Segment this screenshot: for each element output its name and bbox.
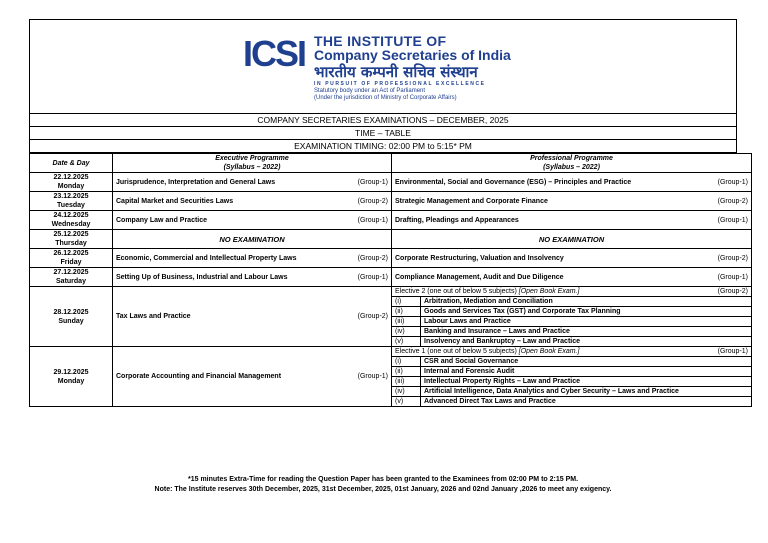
exam-timing: EXAMINATION TIMING: 02:00 PM to 5:15* PM [29,140,737,153]
exec-subject: (Group-2) Economic, Commercial and Intellectual Property Laws [113,249,392,268]
prof-subject: (Group-2) Strategic Management and Corporate Finance [392,192,752,211]
institute-name-block [314,34,511,102]
list-item: (iii) Labour Laws and Practice [392,317,751,327]
timetable-title: TIME – TABLE [29,127,737,140]
extra-time-note: *15 minutes Extra-Time for reading the Question Paper has been granted to the Examinees from 02:00 PM to 2:15 PM. [187,476,579,483]
exec-subject: (Group-1) Setting Up of Business, Industrial and Labour Laws [113,268,392,287]
date-cell: 29.12.2025 Monday [30,347,113,407]
elective-list [392,347,751,406]
prof-subject: (Group-1) Drafting, Pleadings and Appearances [392,211,752,230]
exec-subject: (Group-2) Tax Laws and Practice [113,287,392,347]
date-cell: 23.12.2025 Tuesday [30,192,113,211]
date-cell: 25.12.2025 Thursday [30,230,113,249]
timetable-document [29,19,748,407]
prof-header: Professional Programme (Syllabus – 2022) [392,154,752,173]
exec-no-exam: NO EXAMINATION [113,230,392,249]
prof-subject: (Group-1) Environmental, Social and Governance (ESG) – Principles and Practice [392,173,752,192]
institute-line1: THE INSTITUTE OF [314,33,447,49]
table-row [30,211,752,230]
elective-cell [392,347,752,407]
table-row [30,173,752,192]
date-cell: 22.12.2025 Monday [30,173,113,192]
exec-header: Executive Programme (Syllabus – 2022) [113,154,392,173]
institute-line2: Company Secretaries of India [314,47,511,63]
list-item: (i) Arbitration, Mediation and Conciliation [392,297,751,307]
elective-heading: (Group-1) Elective 1 (one out of below 5 subjects) [Open Book Exam.] [392,347,751,357]
list-item: (ii) Goods and Services Tax (GST) and Corporate Tax Planning [392,307,751,317]
table-row [30,249,752,268]
table-row [30,347,752,407]
list-item: (i) CSR and Social Governance [392,357,751,367]
statutory-line: Statutory body under an Act of Parliament [314,88,426,94]
jurisdiction-line: (Under the jurisdiction of Ministry of Corporate Affairs) [314,95,457,101]
date-cell: 27.12.2025 Saturday [30,268,113,287]
reserved-days-note: Note: The Institute reserves 30th December, 2025, 31st December, 2025, 01st January, 2026 and 02nd January ,2026 to meet any exigency. [154,486,612,493]
icsi-logo [243,32,323,72]
list-item: (ii) Internal and Forensic Audit [392,367,751,377]
date-cell: 28.12.2025 Sunday [30,287,113,347]
exec-subject: (Group-1) Jurisprudence, Interpretation and General Laws [113,173,392,192]
date-cell: 24.12.2025 Wednesday [30,211,113,230]
date-header: Date & Day [30,154,113,173]
footnotes [29,475,737,495]
prof-subject: (Group-2) Corporate Restructuring, Valuation and Insolvency [392,249,752,268]
prof-no-exam: NO EXAMINATION [392,230,752,249]
exec-subject: (Group-1) Corporate Accounting and Financial Management [113,347,392,407]
table-row [30,268,752,287]
prof-subject: (Group-1) Compliance Management, Audit and Due Diligence [392,268,752,287]
svg-text:ICSI: ICSI [243,33,306,72]
exec-subject: (Group-2) Capital Market and Securities Laws [113,192,392,211]
elective-heading: (Group-2) Elective 2 (one out of below 5 subjects) [Open Book Exam.] [392,287,751,297]
institute-hindi: भारतीय कम्पनी सचिव संस्थान [314,63,478,81]
list-item: (iv) Banking and Insurance – Laws and Practice [392,327,751,337]
schedule-table [29,153,752,407]
list-item: (iv) Artificial Intelligence, Data Analytics and Cyber Security – Laws and Practice [392,387,751,397]
exam-title: COMPANY SECRETARIES EXAMINATIONS – DECEMBER, 2025 [29,114,737,127]
letterhead [29,19,737,114]
exec-subject: (Group-1) Company Law and Practice [113,211,392,230]
elective-list [392,287,751,346]
table-header-row [30,154,752,173]
list-item: (v) Advanced Direct Tax Laws and Practice [392,397,751,407]
list-item: (iii) Intellectual Property Rights – Law and Practice [392,377,751,387]
elective-cell [392,287,752,347]
tagline: IN PURSUIT OF PROFESSIONAL EXCELLENCE [314,81,486,87]
date-cell: 26.12.2025 Friday [30,249,113,268]
table-row [30,287,752,347]
list-item: (v) Insolvency and Bankruptcy – Law and Practice [392,337,751,347]
table-row [30,192,752,211]
table-row [30,230,752,249]
